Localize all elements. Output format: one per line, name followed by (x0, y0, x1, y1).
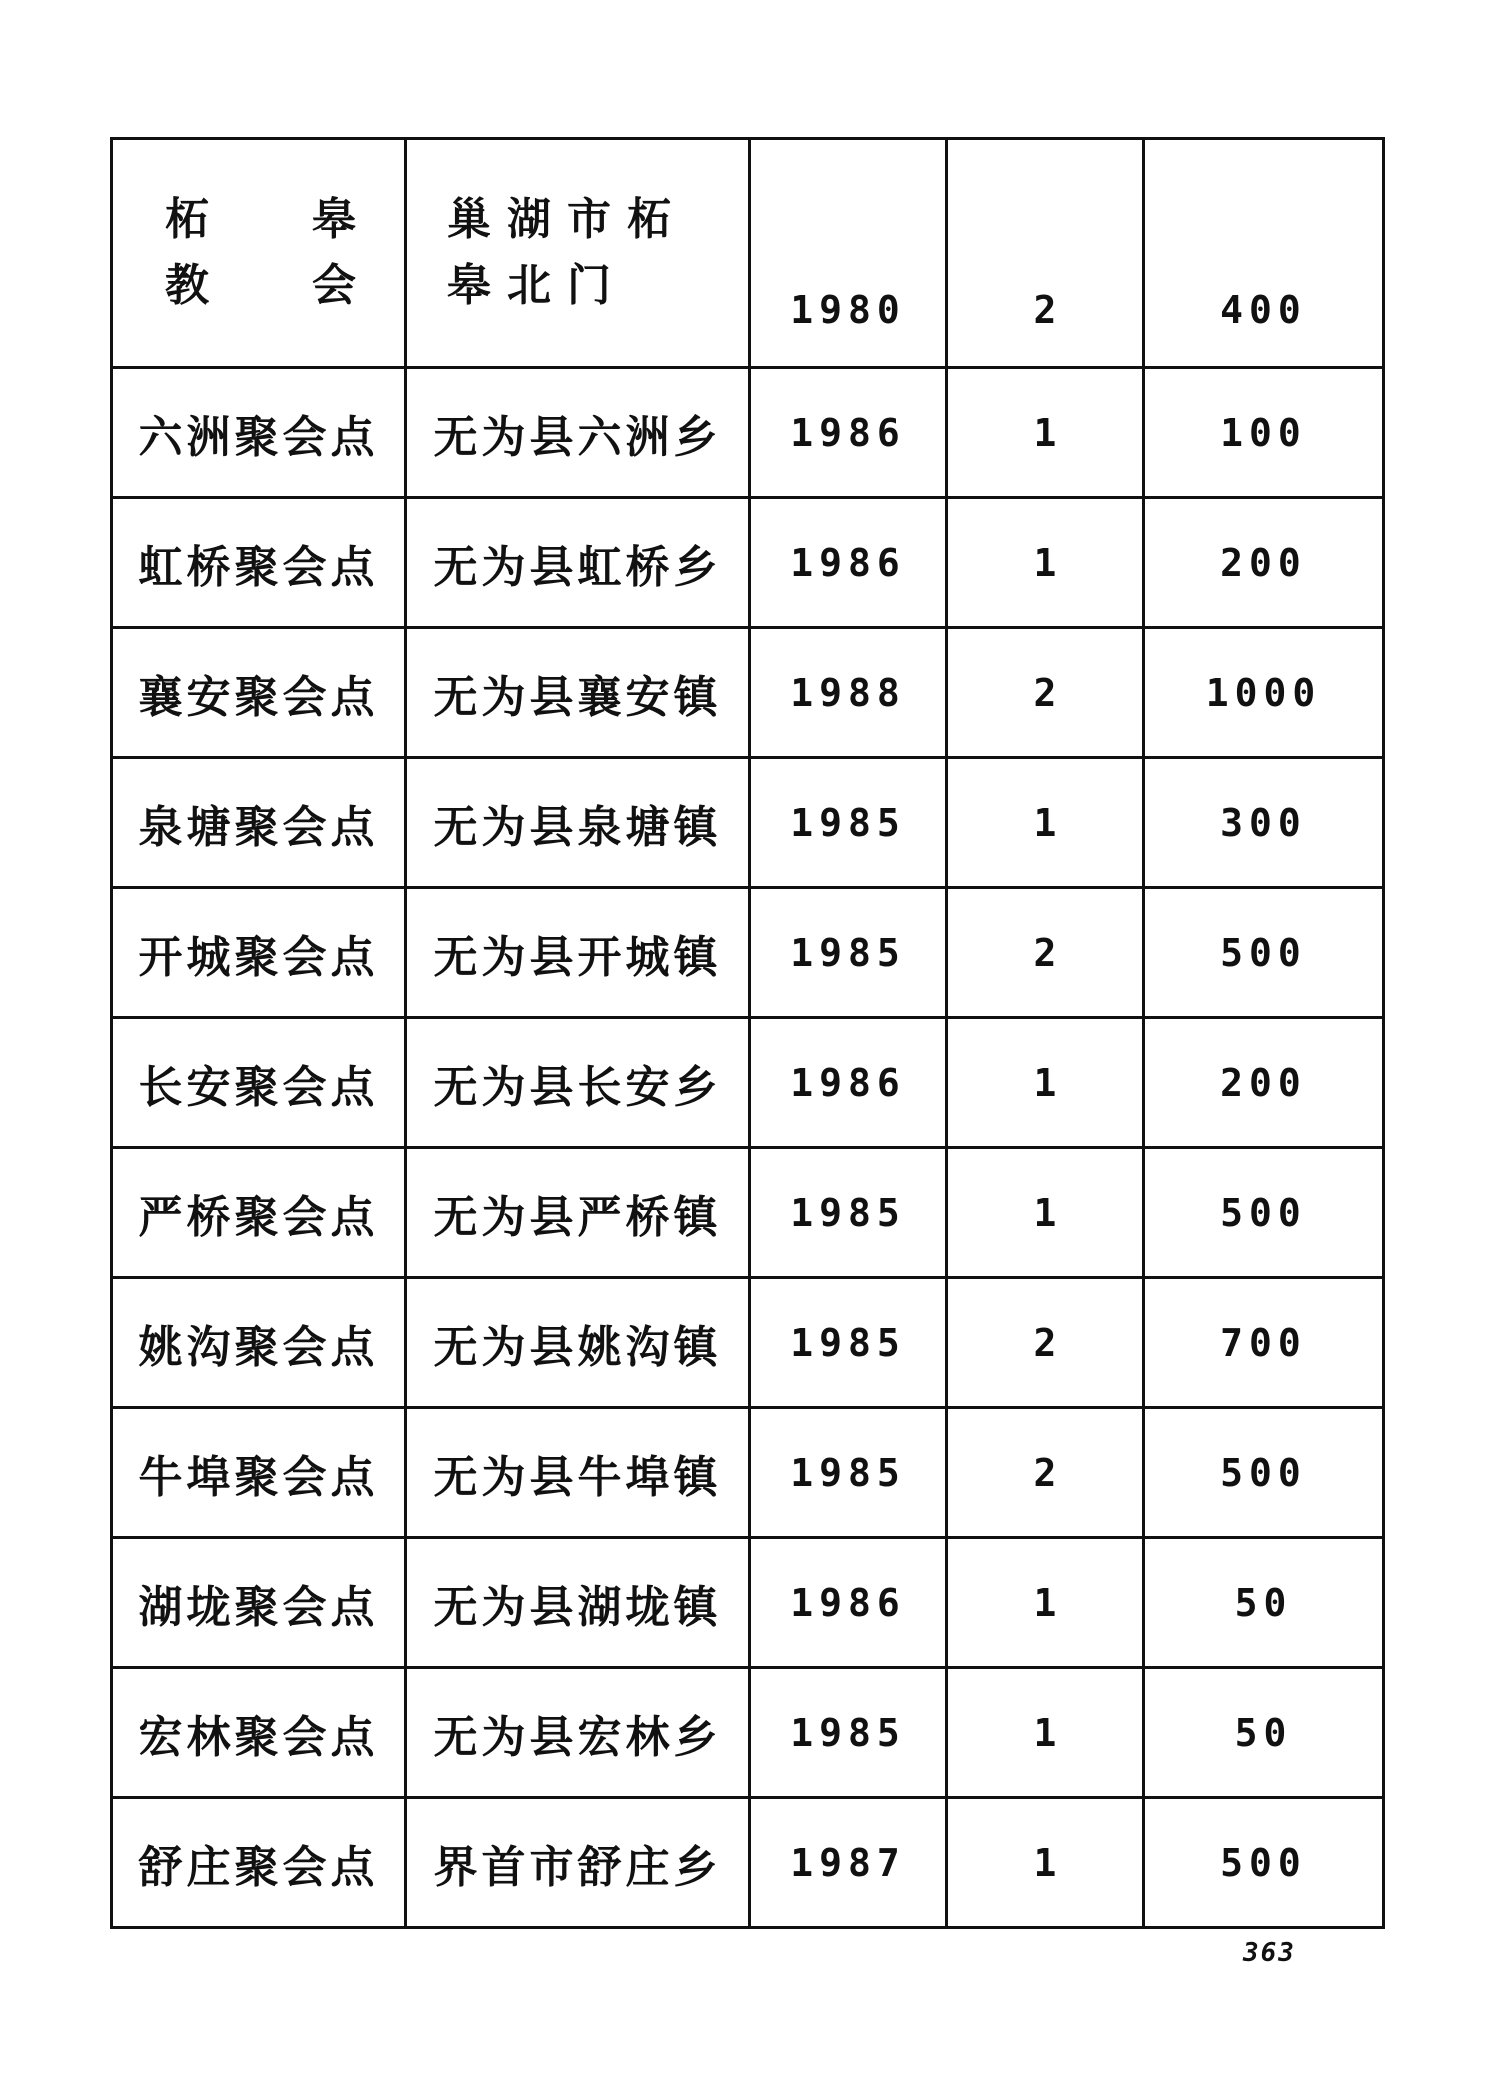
members-cell: 200 (1144, 498, 1384, 628)
table-row (112, 1408, 1384, 1538)
address-cell: 无为县长安乡 (406, 1018, 750, 1148)
count-cell: 1 (947, 368, 1144, 498)
year-cell: 1985 (750, 1668, 947, 1798)
year-cell: 1986 (750, 1538, 947, 1668)
year-cell: 1980 (750, 139, 947, 368)
members-cell: 50 (1144, 1668, 1384, 1798)
members-cell: 500 (1144, 1408, 1384, 1538)
year-cell: 1985 (750, 1148, 947, 1278)
count-cell: 2 (947, 1278, 1144, 1408)
table-row (112, 758, 1384, 888)
members-cell: 50 (1144, 1538, 1384, 1668)
count-cell: 1 (947, 1538, 1144, 1668)
table-row (112, 888, 1384, 1018)
table-row (112, 1668, 1384, 1798)
year-cell: 1985 (750, 888, 947, 1018)
table-row (112, 368, 1384, 498)
address-cell: 无为县姚沟镇 (406, 1278, 750, 1408)
name-cell: 泉塘聚会点 (112, 758, 406, 888)
name-cell: 开城聚会点 (112, 888, 406, 1018)
year-cell: 1987 (750, 1798, 947, 1928)
members-cell: 500 (1144, 1148, 1384, 1278)
address-cell: 无为县襄安镇 (406, 628, 750, 758)
name-cell: 牛埠聚会点 (112, 1408, 406, 1538)
address-cell: 无为县湖垅镇 (406, 1538, 750, 1668)
page-number: 363 (1243, 1938, 1296, 1968)
address-line: 巢湖市柘 (447, 194, 687, 245)
table-row (112, 1148, 1384, 1278)
address-cell: 无为县宏林乡 (406, 1668, 750, 1798)
count-cell: 1 (947, 498, 1144, 628)
members-cell: 500 (1144, 888, 1384, 1018)
name-cell: 襄安聚会点 (112, 628, 406, 758)
address-cell: 界首市舒庄乡 (406, 1798, 750, 1928)
year-cell: 1985 (750, 758, 947, 888)
address-cell: 无为县六洲乡 (406, 368, 750, 498)
count-cell: 1 (947, 1148, 1144, 1278)
year-cell: 1986 (750, 368, 947, 498)
count-cell: 1 (947, 1668, 1144, 1798)
count-cell: 1 (947, 758, 1144, 888)
year-cell: 1985 (750, 1408, 947, 1538)
address-line: 皋北门 (447, 260, 627, 311)
members-cell: 700 (1144, 1278, 1384, 1408)
year-cell: 1986 (750, 498, 947, 628)
name-cell: 舒庄聚会点 (112, 1798, 406, 1928)
count-cell: 2 (947, 888, 1144, 1018)
year-cell: 1988 (750, 628, 947, 758)
name-cell: 湖垅聚会点 (112, 1538, 406, 1668)
table-row (112, 1018, 1384, 1148)
year-cell: 1986 (750, 1018, 947, 1148)
members-cell: 300 (1144, 758, 1384, 888)
members-cell: 100 (1144, 368, 1384, 498)
address-cell: 无为县泉塘镇 (406, 758, 750, 888)
address-cell: 无为县牛埠镇 (406, 1408, 750, 1538)
address-cell: 无为县开城镇 (406, 888, 750, 1018)
church-records-table (110, 137, 1385, 1929)
count-cell: 2 (947, 1408, 1144, 1538)
table-row (112, 1278, 1384, 1408)
name-cell: 宏林聚会点 (112, 1668, 406, 1798)
name-cell (112, 139, 406, 368)
name-cell: 严桥聚会点 (112, 1148, 406, 1278)
members-cell: 1000 (1144, 628, 1384, 758)
name-cell: 长安聚会点 (112, 1018, 406, 1148)
year-cell: 1985 (750, 1278, 947, 1408)
table-row (112, 1538, 1384, 1668)
table-row (112, 498, 1384, 628)
table-row (112, 1798, 1384, 1928)
name-line: 柘 皋 (165, 194, 360, 245)
members-cell: 200 (1144, 1018, 1384, 1148)
address-cell: 无为县严桥镇 (406, 1148, 750, 1278)
members-cell: 400 (1144, 139, 1384, 368)
address-cell: 无为县虹桥乡 (406, 498, 750, 628)
table-row (112, 139, 1384, 368)
name-cell: 虹桥聚会点 (112, 498, 406, 628)
count-cell: 2 (947, 628, 1144, 758)
address-cell (406, 139, 750, 368)
count-cell: 1 (947, 1018, 1144, 1148)
count-cell: 2 (947, 139, 1144, 368)
name-cell: 姚沟聚会点 (112, 1278, 406, 1408)
table-row (112, 628, 1384, 758)
count-cell: 1 (947, 1798, 1144, 1928)
name-cell: 六洲聚会点 (112, 368, 406, 498)
name-line: 教 会 (165, 260, 360, 311)
members-cell: 500 (1144, 1798, 1384, 1928)
